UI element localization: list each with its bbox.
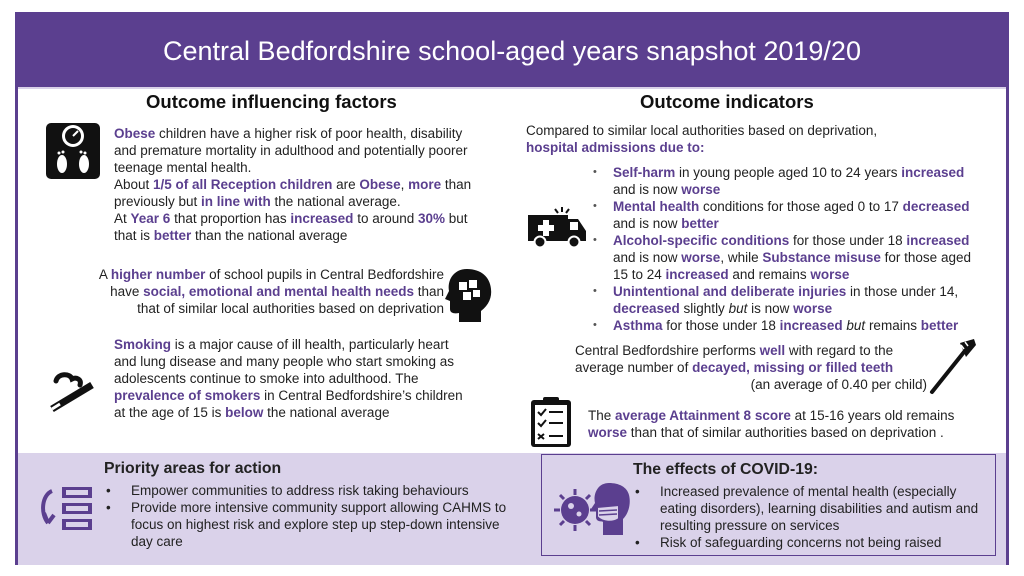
text: average number of	[575, 360, 693, 375]
text: and is now	[613, 182, 682, 197]
percent-keyword: 30%	[417, 211, 446, 226]
head-puzzle-icon	[445, 267, 495, 323]
text: for those aged 15 to 24	[613, 250, 971, 282]
italic-text: but	[846, 318, 866, 333]
text: is now	[747, 301, 794, 316]
keyword: Alcohol-specific conditions	[613, 233, 790, 248]
smoking-keyword: Smoking	[114, 337, 172, 352]
obese-keyword: Obese	[114, 126, 156, 141]
text: remains	[865, 318, 921, 333]
smoking-paragraph	[114, 336, 469, 421]
keyword: worse	[793, 301, 833, 316]
text: the national average.	[270, 194, 401, 209]
increased-keyword: increased	[290, 211, 354, 226]
text: and remains	[728, 267, 811, 282]
infographic-frame	[15, 12, 1009, 565]
mental-health-paragraph	[44, 266, 444, 317]
worse-keyword: worse	[588, 425, 628, 440]
list-item	[589, 283, 989, 317]
year6-keyword: Year 6	[130, 211, 171, 226]
below-keyword: below	[225, 405, 264, 420]
intro-keyword: hospital admissions due to:	[526, 140, 705, 155]
left-heading: Outcome influencing factors	[146, 91, 397, 112]
semh-keyword: social, emotional and mental health needs	[143, 284, 414, 299]
cycle-list-icon	[38, 483, 98, 539]
text: are	[332, 177, 360, 192]
keyword: better	[920, 318, 959, 333]
list-item: • Risk of safeguarding concerns not being raised	[633, 534, 988, 551]
toothbrush-icon	[928, 337, 978, 395]
hospital-intro	[526, 122, 946, 156]
text: to around	[353, 211, 418, 226]
prevalence-keyword: prevalence of smokers	[114, 388, 261, 403]
list-item: • Provide more intensive community support allowing CAHMS to focus on highest risk and explore step up step-down intensive day care	[104, 499, 524, 550]
text: slightly	[679, 301, 729, 316]
header-divider	[18, 87, 1006, 89]
keyword: decreased	[613, 301, 680, 316]
keyword: Unintentional and deliberate injuries	[613, 284, 847, 299]
text: Central Bedfordshire performs	[575, 343, 760, 358]
reception-keyword: 1/5 of all Reception children	[153, 177, 333, 192]
hospital-admissions-list	[589, 164, 989, 334]
list-item	[589, 164, 989, 198]
attainment-keyword: average Attainment 8 score	[615, 408, 791, 423]
text: than	[413, 284, 444, 299]
higher-number-keyword: higher number	[110, 267, 206, 282]
text: have	[110, 284, 144, 299]
list-item	[589, 198, 989, 232]
text: than the national average	[191, 228, 348, 243]
italic-text: but	[728, 301, 748, 316]
keyword: Self-harm	[613, 165, 676, 180]
text: in those under 14,	[846, 284, 959, 299]
covid-list	[633, 483, 988, 551]
text: A	[98, 267, 111, 282]
obese-text: children have a higher risk of poor health, disability and premature mortality in adulthood and potentially poorer teenage mental health.	[114, 126, 468, 175]
text: is a major cause of ill health, particularly heart and lung disease and many people who start smoking as adolescents continue to smoke into adulthood. The	[114, 337, 454, 386]
teeth-average: (an average of 0.40 per child)	[750, 377, 927, 392]
text: About	[114, 177, 154, 192]
priority-section	[104, 460, 524, 550]
list-item	[589, 232, 989, 283]
text: the national average	[263, 405, 390, 420]
text: , while	[720, 250, 763, 265]
intro-text: Compared to similar local authorities based on deprivation,	[526, 123, 878, 138]
teeth-paragraph	[575, 342, 927, 393]
ambulance-icon	[526, 207, 588, 249]
obese-keyword: Obese	[359, 177, 401, 192]
text: and is now	[613, 216, 682, 231]
text: in young people aged 10 to 24 years	[675, 165, 902, 180]
text: At	[114, 211, 131, 226]
keyword: increased	[906, 233, 970, 248]
keyword: Substance misuse	[762, 250, 881, 265]
keyword: better	[681, 216, 719, 231]
keyword: Mental health	[613, 199, 700, 214]
text: in Central Bedfordshire’s children at the age of 15 is	[114, 388, 463, 420]
keyword: worse	[681, 182, 721, 197]
dmft-keyword: decayed, missing or filled teeth	[692, 360, 894, 375]
covid-section	[633, 461, 988, 551]
better-keyword: better	[153, 228, 192, 243]
text: at 15-16 years old remains	[790, 408, 955, 423]
keyword: increased	[779, 318, 843, 333]
right-heading: Outcome indicators	[640, 91, 814, 112]
list-item: • Increased prevalence of mental health (especially eating disorders), learning disabilities and autism and resulting pressure on services	[633, 483, 988, 534]
obesity-paragraph	[114, 125, 484, 244]
page-title: Central Bedfordshire school-aged years snapshot 2019/20	[18, 15, 1006, 87]
text: of school pupils in Central Bedfordshire	[205, 267, 444, 282]
text: than previously but	[114, 177, 472, 209]
checklist-icon	[529, 396, 573, 448]
more-keyword: more	[408, 177, 442, 192]
keyword: worse	[810, 267, 850, 282]
text: for those under 18	[662, 318, 780, 333]
list-item: • Empower communities to address risk taking behaviours	[104, 482, 524, 499]
text: with regard to the	[785, 343, 894, 358]
text: that of similar local authorities based on deprivation	[137, 301, 444, 316]
virus-mask-icon	[553, 477, 633, 539]
text: ,	[400, 177, 409, 192]
keyword: Asthma	[613, 318, 663, 333]
keyword: increased	[901, 165, 965, 180]
keyword: increased	[665, 267, 729, 282]
text: that proportion has	[170, 211, 291, 226]
list-item	[589, 317, 989, 334]
scale-icon	[45, 122, 101, 180]
attainment-paragraph	[588, 407, 998, 441]
cigarette-icon	[48, 371, 98, 413]
covid-title: The effects of COVID-19:	[633, 461, 819, 478]
text: but that is	[114, 211, 468, 243]
text: than that of similar authorities based on deprivation .	[627, 425, 944, 440]
keyword: worse	[681, 250, 721, 265]
priority-list	[104, 482, 524, 550]
priority-title: Priority areas for action	[104, 460, 282, 477]
in-line-keyword: in line with	[201, 194, 271, 209]
text: The	[588, 408, 616, 423]
text: for those under 18	[789, 233, 907, 248]
text: and is now	[613, 250, 682, 265]
well-keyword: well	[759, 343, 786, 358]
text: conditions for those aged 0 to 17	[699, 199, 903, 214]
keyword: decreased	[902, 199, 970, 214]
